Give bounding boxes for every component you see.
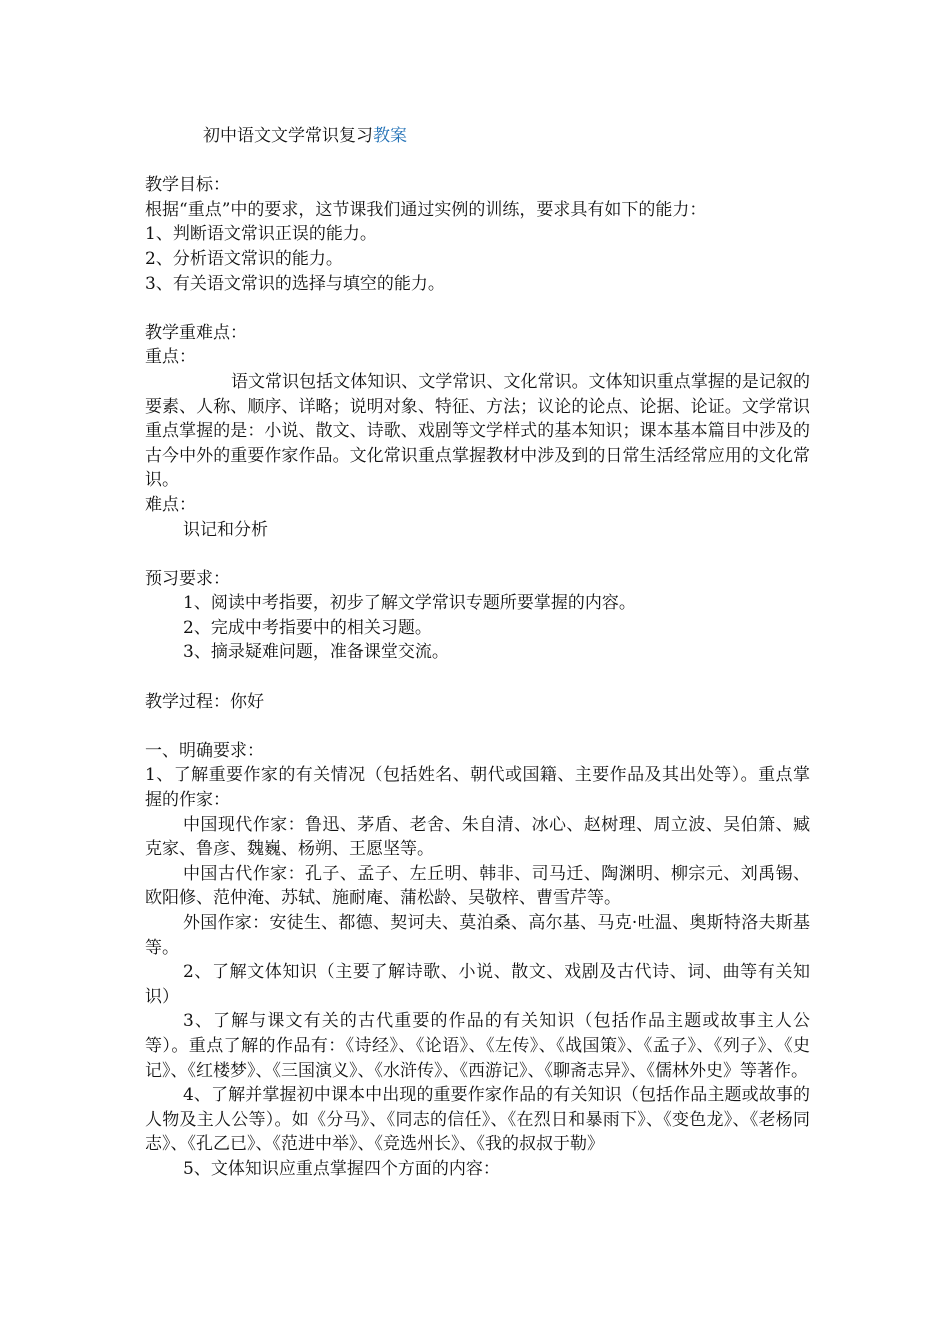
difficulty-heading: 教学重难点：	[145, 322, 247, 343]
key-label: 重点：	[145, 347, 196, 368]
section1-item1: 1、了解重要作家的有关情况（包括姓名、朝代或国籍、主要作品及其出处等）。重点掌握的作家：	[145, 765, 810, 811]
hard-text: 识记和分析	[183, 519, 268, 540]
modern-writers: 中国现代作家：鲁迅、茅盾、老舍、朱自清、冰心、赵树理、周立波、吴伯箫、臧克家、鲁彦、魏巍、杨朔、王愿坚等。	[145, 814, 810, 860]
document-title	[145, 124, 810, 149]
preview-item: 1、阅读中考指要，初步了解文学常识专题所要掌握的内容。	[183, 593, 636, 614]
section1-item3: 3、了解与课文有关的古代重要的作品的有关知识（包括作品主题或故事主人公等）。重点了解的作品有：《诗经》、《论语》、《左传》、《战国策》、《孟子》、《列子》、《史记》、《红楼梦》、《三国演义》、《水浒传》、《西游记》、《聊斋志异》、《儒林外史》等著作。	[145, 1011, 810, 1081]
section1-item2: 2、了解文体知识（主要了解诗歌、小说、散文、戏剧及古代诗、词、曲等有关知识）	[145, 962, 810, 1007]
ancient-writers: 中国古代作家：孔子、孟子、左丘明、韩非、司马迁、陶渊明、柳宗元、刘禹锡、欧阳修、范仲淹、苏轼、施耐庵、蒲松龄、吴敬梓、曹雪芹等。	[145, 863, 810, 909]
objective-item: 3、有关语文常识的选择与填空的能力。	[145, 273, 445, 294]
document-body	[145, 124, 810, 1182]
preview-item: 2、完成中考指要中的相关习题。	[183, 617, 432, 638]
preview-heading: 预习要求：	[145, 568, 230, 589]
objective-item: 1、判断语文常识正误的能力。	[145, 224, 377, 245]
process-heading: 教学过程：你好	[145, 691, 264, 712]
section1-heading: 一、明确要求：	[145, 740, 264, 761]
hard-label: 难点：	[145, 494, 196, 515]
preview-item: 3、摘录疑难问题，准备课堂交流。	[183, 642, 449, 663]
key-text: 语文常识包括文体知识、文学常识、文化常识。文体知识重点掌握的是记叙的要素、人称、顺序、详略；说明对象、特征、方法；议论的论点、论据、论证。文学常识重点掌握的是：小说、散文、诗歌、戏剧等文学样式的基本知识；课本基本篇目中涉及的古今中外的重要作家作品。文化常识重点掌握教材中涉及到的日常生活经常应用的文化常识。	[145, 371, 810, 491]
title-link[interactable]: 教案	[373, 126, 407, 146]
section1-item4: 4、了解并掌握初中课本中出现的重要作家作品的有关知识（包括作品主题或故事的人物及主人公等）。如《分马》、《同志的信任》、《在烈日和暴雨下》、《变色龙》、《老杨同志》、《孔乙已》、《范进中举》、《竞选州长》、《我的叔叔于勒》	[145, 1085, 810, 1155]
foreign-writers: 外国作家：安徒生、都德、契诃夫、莫泊桑、高尔基、马克·吐温、奥斯特洛夫斯基等。	[145, 913, 810, 958]
section1-item5: 5、文体知识应重点掌握四个方面的内容：	[183, 1158, 500, 1179]
objectives-intro: 根据“重点”中的要求，这节课我们通过实例的训练，要求具有如下的能力：	[145, 199, 707, 220]
objective-item: 2、分析语文常识的能力。	[145, 248, 343, 269]
objectives-heading: 教学目标：	[145, 175, 230, 196]
title-text: 初中语文文学常识复习	[203, 126, 373, 146]
